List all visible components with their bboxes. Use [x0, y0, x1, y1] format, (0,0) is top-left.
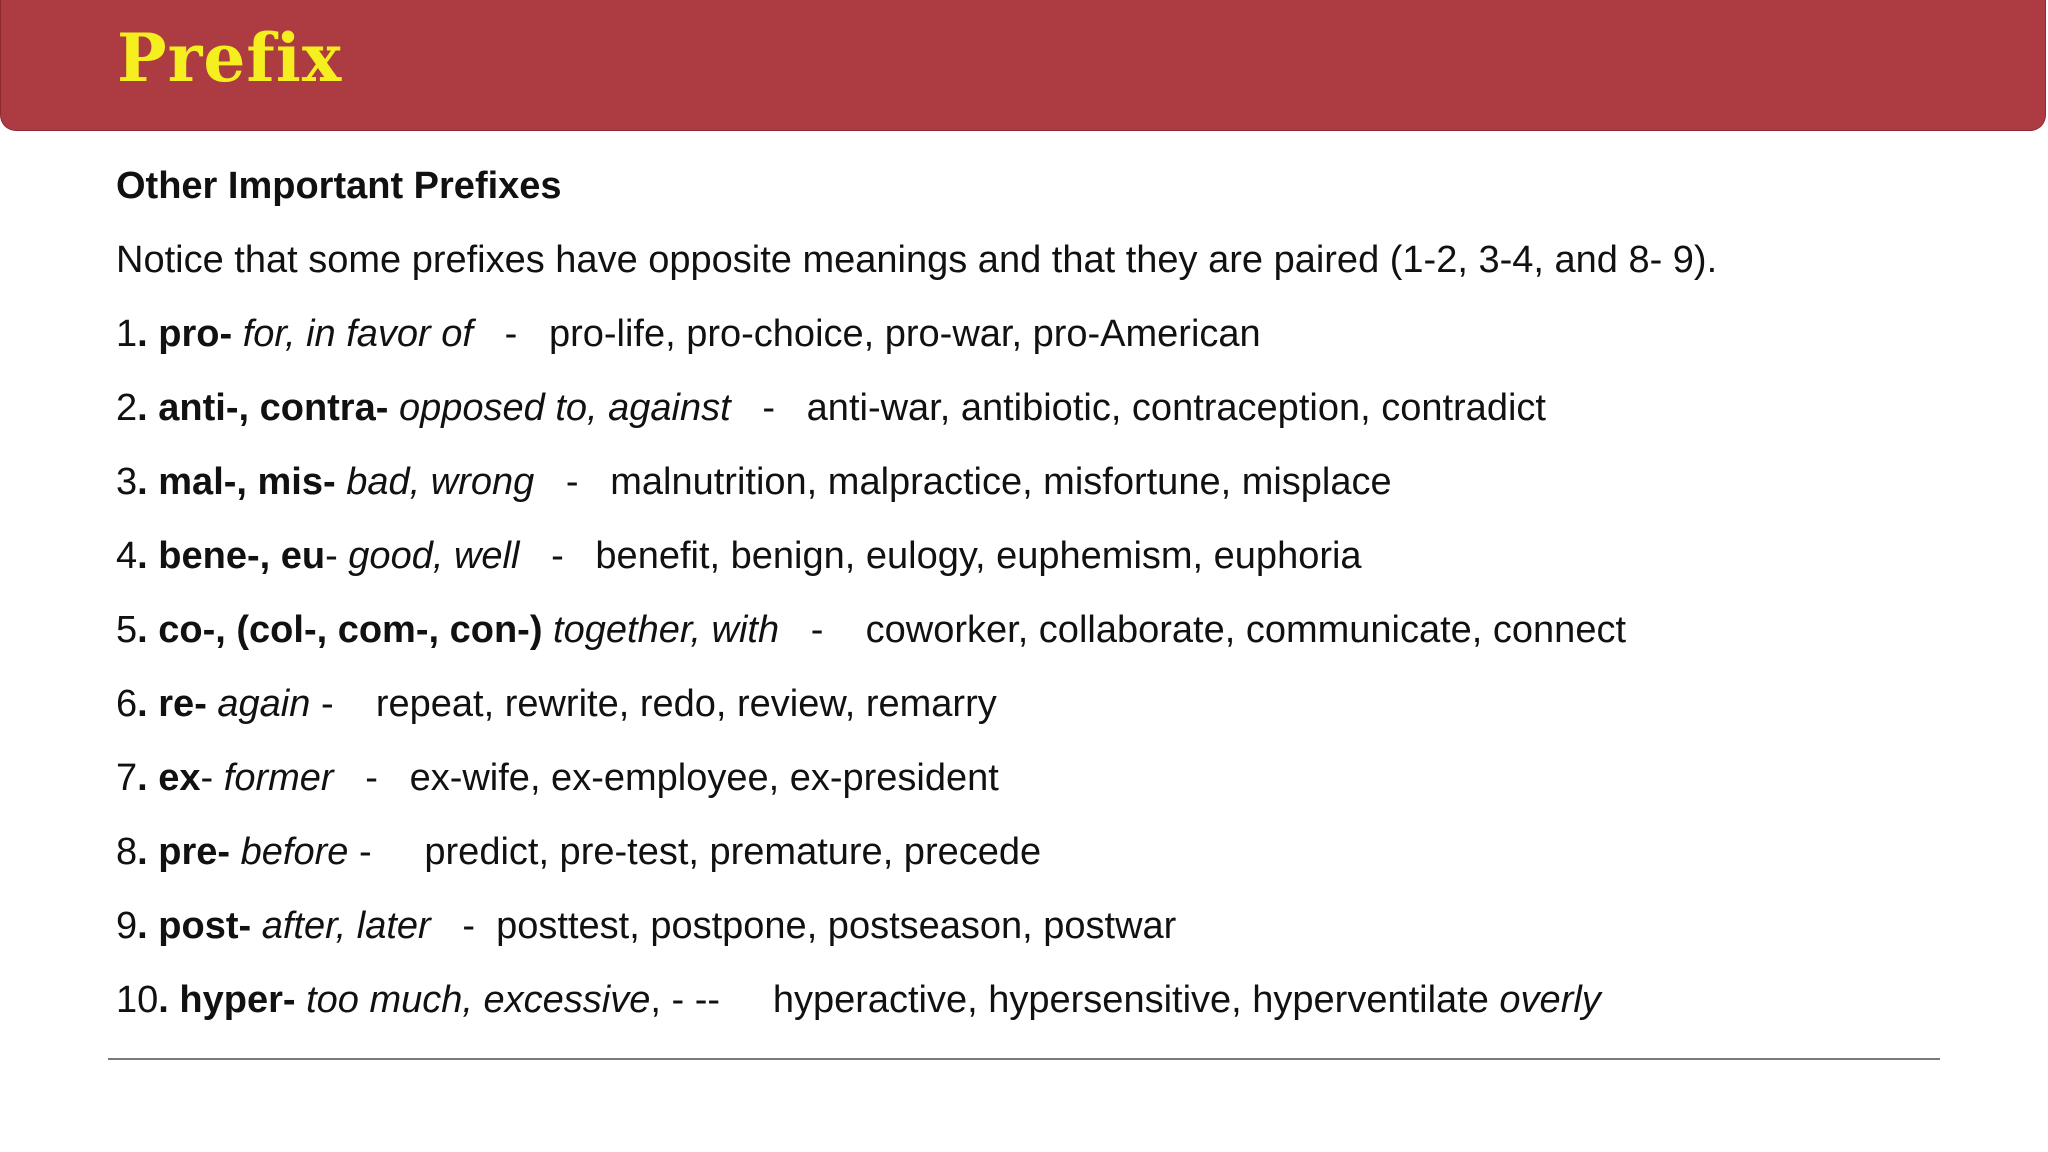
slide-title: Prefix: [117, 19, 343, 97]
list-item: 1. pro- for, in favor of - pro-life, pro-choice, pro-war, pro-American: [116, 313, 1261, 355]
prefix-term: hyper-: [179, 979, 307, 1021]
prefix-examples: hyperactive, hypersensitive, hyperventilate: [772, 979, 1500, 1021]
prefix-term: pro-: [158, 313, 243, 355]
prefix-meaning: for, in favor of: [242, 313, 484, 355]
list-item: 7. ex- former - ex-wife, ex-employee, ex-president: [116, 757, 999, 799]
prefix-term: re-: [158, 683, 218, 725]
list-item: 6. re- again - repeat, rewrite, redo, review, remarry: [116, 683, 997, 725]
intro-text: Notice that some prefixes have opposite meanings and that they are paired (1-2, 3-4, and 8- 9).: [116, 239, 1718, 281]
prefix-term: pre-: [158, 831, 241, 873]
prefix-meaning: too much, excessive: [306, 979, 651, 1021]
prefix-examples: ex-wife, ex-employee, ex-president: [409, 757, 999, 799]
prefix-examples: anti-war, antibiotic, contraception, contradict: [806, 387, 1546, 429]
prefix-meaning: after, later: [261, 905, 442, 947]
prefix-term: bene-, eu: [158, 535, 326, 577]
prefix-meaning: before: [240, 831, 359, 873]
list-item: 3. mal-, mis- bad, wrong - malnutrition, malpractice, misfortune, misplace: [116, 461, 1392, 503]
prefix-term: post-: [158, 905, 262, 947]
bottom-divider: [108, 1058, 1940, 1060]
prefix-meaning: again: [217, 683, 321, 725]
prefix-examples: coworker, collaborate, communicate, connect: [865, 609, 1627, 651]
list-item: 8. pre- before - predict, pre-test, premature, precede: [116, 831, 1042, 873]
list-item: 5. co-, (col-, com-, con-) together, with - coworker, collaborate, communicate, connect: [116, 609, 1627, 651]
prefix-examples: benefit, benign, eulogy, euphemism, euphoria: [595, 535, 1362, 577]
prefix-meaning: bad, wrong: [346, 461, 545, 503]
prefix-meaning: together, with: [553, 609, 790, 651]
prefix-examples: pro-life, pro-choice, pro-war, pro-American: [548, 313, 1261, 355]
list-item: 2. anti-, contra- opposed to, against - anti-war, antibiotic, contraception, contradict: [116, 387, 1546, 429]
slide-content: [116, 158, 1976, 1046]
prefix-examples: repeat, rewrite, redo, review, remarry: [375, 683, 997, 725]
prefix-term: co-, (col-, com-, con-): [158, 609, 554, 651]
prefix-term: ex: [158, 757, 201, 799]
prefix-term: anti-, contra-: [158, 387, 399, 429]
list-item: 4. bene-, eu- good, well - benefit, benign, eulogy, euphemism, euphoria: [116, 535, 1362, 577]
list-item: 9. post- after, later - posttest, postpone, postseason, postwar: [116, 905, 1177, 947]
list-item: 10. hyper- too much, excessive, - -- hyperactive, hypersensitive, hyperventilate overly: [116, 979, 1601, 1021]
prefix-examples: posttest, postpone, postseason, postwar: [496, 905, 1177, 947]
prefix-meaning: opposed to, against: [398, 387, 742, 429]
section-heading: Other Important Prefixes: [116, 165, 562, 207]
prefix-term: mal-, mis-: [158, 461, 347, 503]
title-bar: [0, 0, 2046, 131]
prefix-meaning: former: [223, 757, 345, 799]
prefix-examples: predict, pre-test, premature, precede: [424, 831, 1042, 873]
prefix-meaning: good, well: [348, 535, 530, 577]
prefix-examples: malnutrition, malpractice, misfortune, misplace: [610, 461, 1392, 503]
